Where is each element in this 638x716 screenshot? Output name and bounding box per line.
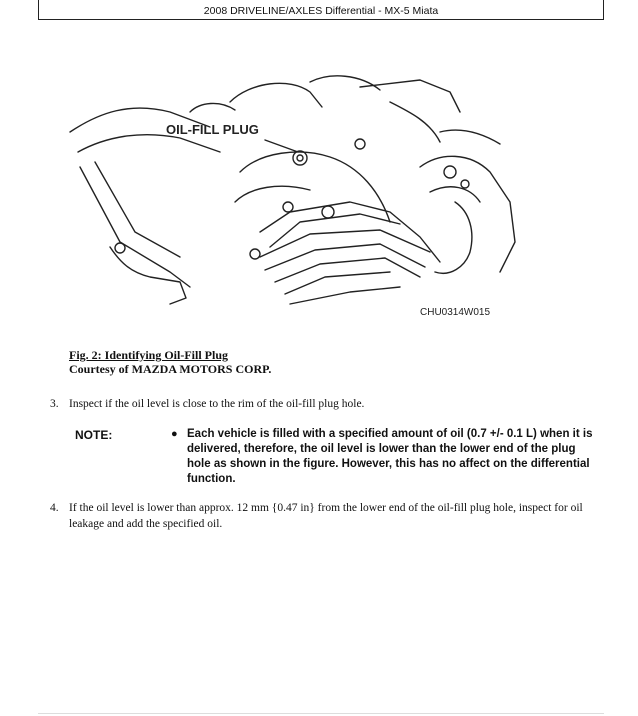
procedure-step-3 (50, 396, 610, 412)
step-number: 4. (50, 502, 59, 514)
step-text: If the oil level is lower than approx. 12 mm {0.47 in} from the lower end of the oil-fill plug hole, inspect for oil leakage and add the specified oil. (69, 502, 583, 530)
step-number: 3. (50, 398, 59, 410)
caption-credit: Courtesy of MAZDA MOTORS CORP. (69, 362, 272, 376)
figure-caption (69, 348, 271, 376)
step-text: Inspect if the oil level is close to the rim of the oil-fill plug hole. (69, 398, 365, 410)
procedure-step-4 (50, 500, 610, 534)
differential-line-drawing (60, 72, 530, 330)
caption-title: Fig. 2: Identifying Oil-Fill Plug (69, 348, 229, 362)
document-header (38, 0, 604, 20)
header-title: 2008 DRIVELINE/AXLES Differential - MX-5 Miata (203, 5, 439, 17)
oil-fill-plug-label: OIL-FILL PLUG (166, 122, 259, 137)
oil-fill-plug-illustration (60, 72, 530, 330)
image-code-label: CHU0314W015 (420, 307, 491, 318)
note-block (71, 426, 601, 488)
page-bottom-divider (38, 713, 604, 714)
bullet-icon: ● (171, 428, 178, 440)
note-text: Each vehicle is filled with a specified amount of oil (0.7 +/- 0.1 L) when it is delivered, therefore, the oil level is lower than the lower end of the plug hole as shown in the figure. However, this has no affect on the differential function. (187, 428, 593, 485)
note-label: NOTE: (75, 428, 113, 442)
